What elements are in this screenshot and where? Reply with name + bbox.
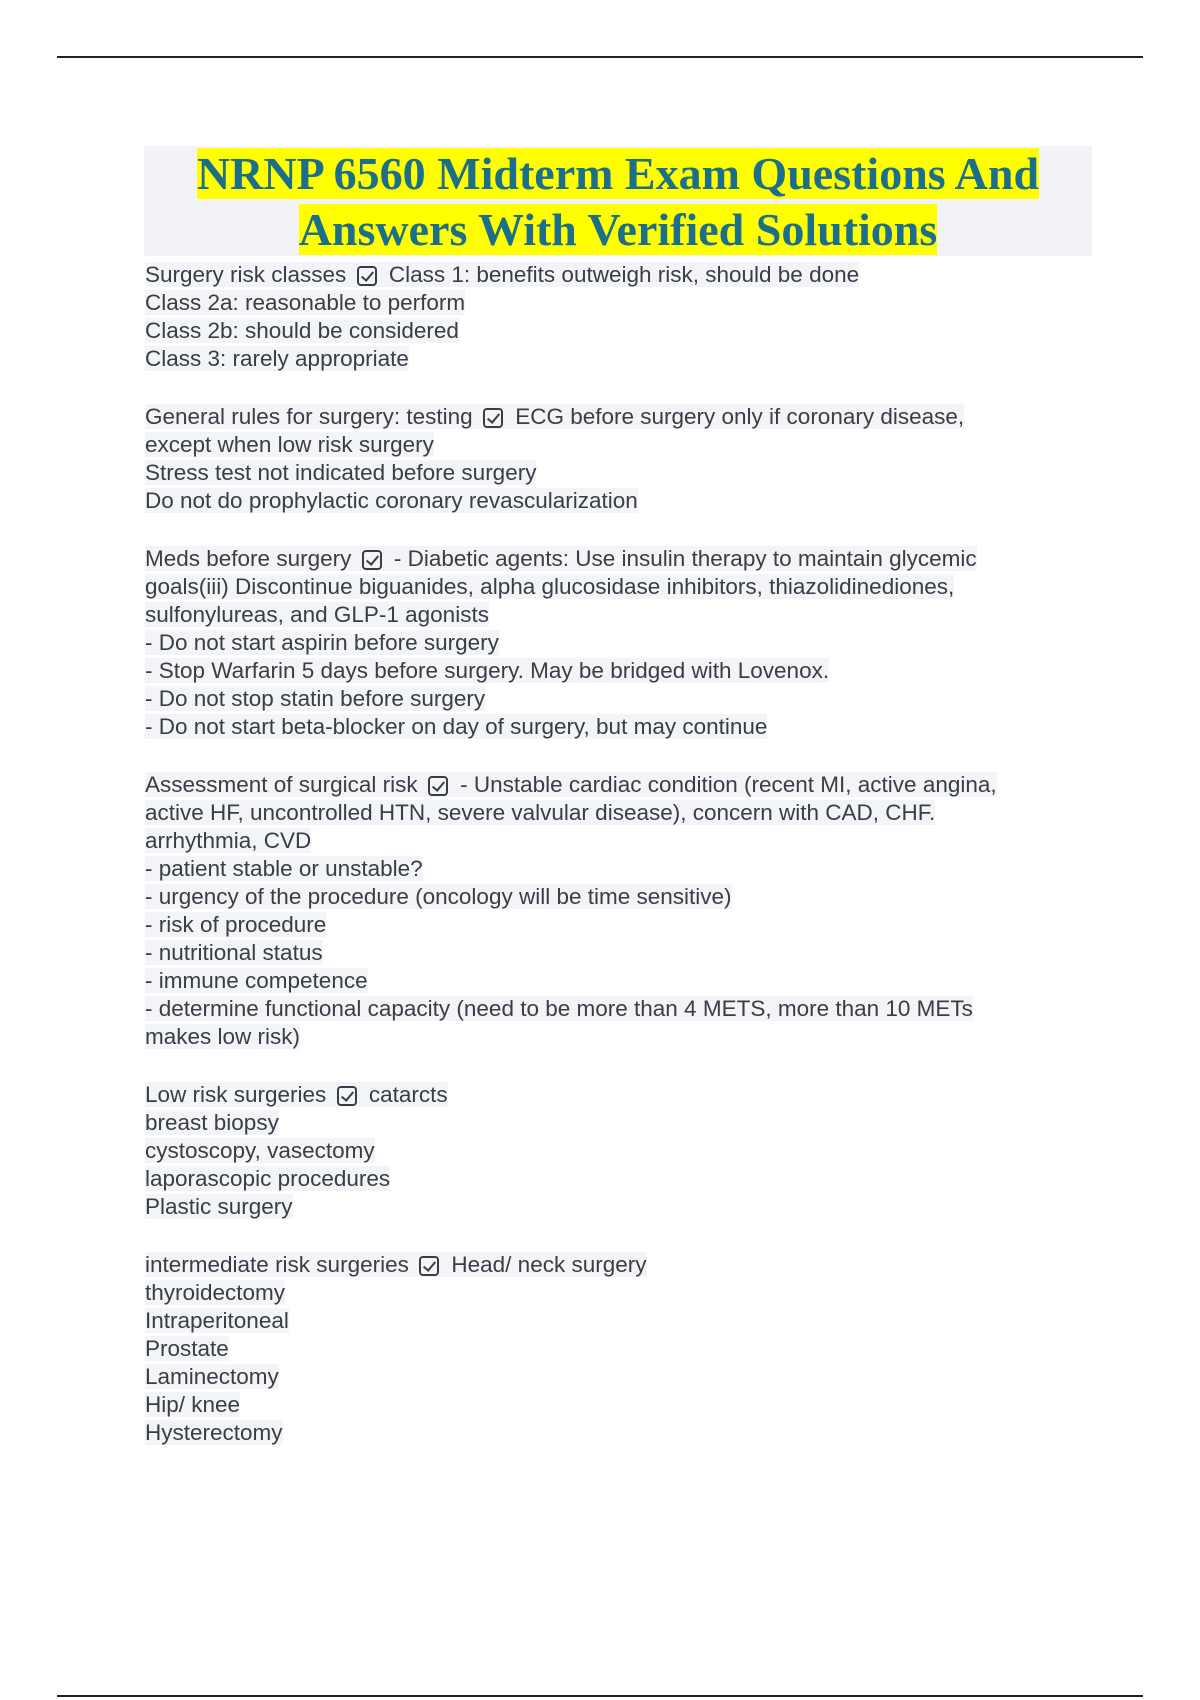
qa-item <box>145 1251 1085 1447</box>
question-text: intermediate risk surgeries <box>145 1252 409 1277</box>
answer-line: thyroidectomy <box>145 1280 286 1305</box>
answer-line: - patient stable or unstable? <box>145 856 423 881</box>
title-line-1: NRNP 6560 Midterm Exam Questions And <box>196 148 1040 199</box>
answer-text: - Unstable cardiac condition (recent MI, active angina, <box>460 772 997 797</box>
answer-line: - risk of procedure <box>145 912 327 937</box>
qa-list <box>145 261 1085 1477</box>
answer-text: ECG before surgery only if coronary disease, <box>515 404 965 429</box>
answer-line: Hip/ knee <box>145 1392 241 1417</box>
top-rule <box>57 56 1143 58</box>
qa-item <box>145 771 1085 1051</box>
answer-line: - nutritional status <box>145 940 323 965</box>
document-title <box>144 146 1092 256</box>
checkbox-icon <box>337 1086 357 1106</box>
question-text: Assessment of surgical risk <box>145 772 418 797</box>
answer-line: - Do not stop statin before surgery <box>145 686 486 711</box>
answer-line: breast biopsy <box>145 1110 279 1135</box>
answer-line: - urgency of the procedure (oncology will be time sensitive) <box>145 884 732 909</box>
answer-line: cystoscopy, vasectomy <box>145 1138 375 1163</box>
answer-line: Plastic surgery <box>145 1194 293 1219</box>
answer-line: arrhythmia, CVD <box>145 828 312 853</box>
qa-item <box>145 403 1085 515</box>
answer-line: laporascopic procedures <box>145 1166 391 1191</box>
answer-line: Laminectomy <box>145 1364 279 1389</box>
answer-line: - Do not start beta-blocker on day of surgery, but may continue <box>145 714 768 739</box>
answer-text: Head/ neck surgery <box>451 1252 647 1277</box>
answer-line: except when low risk surgery <box>145 432 434 457</box>
answer-line: Prostate <box>145 1336 229 1361</box>
checkbox-icon <box>419 1256 439 1276</box>
checkbox-icon <box>357 266 377 286</box>
answer-line: Intraperitoneal <box>145 1308 289 1333</box>
answer-text: Class 1: benefits outweigh risk, should be done <box>388 262 860 287</box>
answer-line: makes low risk) <box>145 1024 301 1049</box>
answer-line: - Stop Warfarin 5 days before surgery. May be bridged with Lovenox. <box>145 658 830 683</box>
question-text: Low risk surgeries <box>145 1082 327 1107</box>
question-text: Meds before surgery <box>145 546 352 571</box>
answer-line: goals(iii) Discontinue biguanides, alpha glucosidase inhibitors, thiazolidinediones, <box>145 574 955 599</box>
answer-line: Class 3: rarely appropriate <box>145 346 409 371</box>
checkbox-icon <box>483 408 503 428</box>
question-text: Surgery risk classes <box>145 262 347 287</box>
answer-line: Class 2a: reasonable to perform <box>145 290 466 315</box>
answer-line: Hysterectomy <box>145 1420 283 1445</box>
answer-line: Class 2b: should be considered <box>145 318 459 343</box>
answer-line: - Do not start aspirin before surgery <box>145 630 499 655</box>
answer-line: active HF, uncontrolled HTN, severe valvular disease), concern with CAD, CHF. <box>145 800 936 825</box>
answer-line: Stress test not indicated before surgery <box>145 460 537 485</box>
checkbox-icon <box>362 550 382 570</box>
answer-line: - determine functional capacity (need to be more than 4 METS, more than 10 METs <box>145 996 973 1021</box>
answer-line: sulfonylureas, and GLP-1 agonists <box>145 602 489 627</box>
question-text: General rules for surgery: testing <box>145 404 473 429</box>
answer-text: - Diabetic agents: Use insulin therapy to maintain glycemic <box>393 546 977 571</box>
title-line-2: Answers With Verified Solutions <box>298 204 938 255</box>
checkbox-icon <box>428 776 448 796</box>
qa-item <box>145 1081 1085 1221</box>
answer-line: Do not do prophylactic coronary revascularization <box>145 488 638 513</box>
answer-line: - immune competence <box>145 968 368 993</box>
answer-text: catarcts <box>368 1082 448 1107</box>
bottom-rule <box>57 1695 1143 1697</box>
qa-item <box>145 261 1085 373</box>
qa-item <box>145 545 1085 741</box>
